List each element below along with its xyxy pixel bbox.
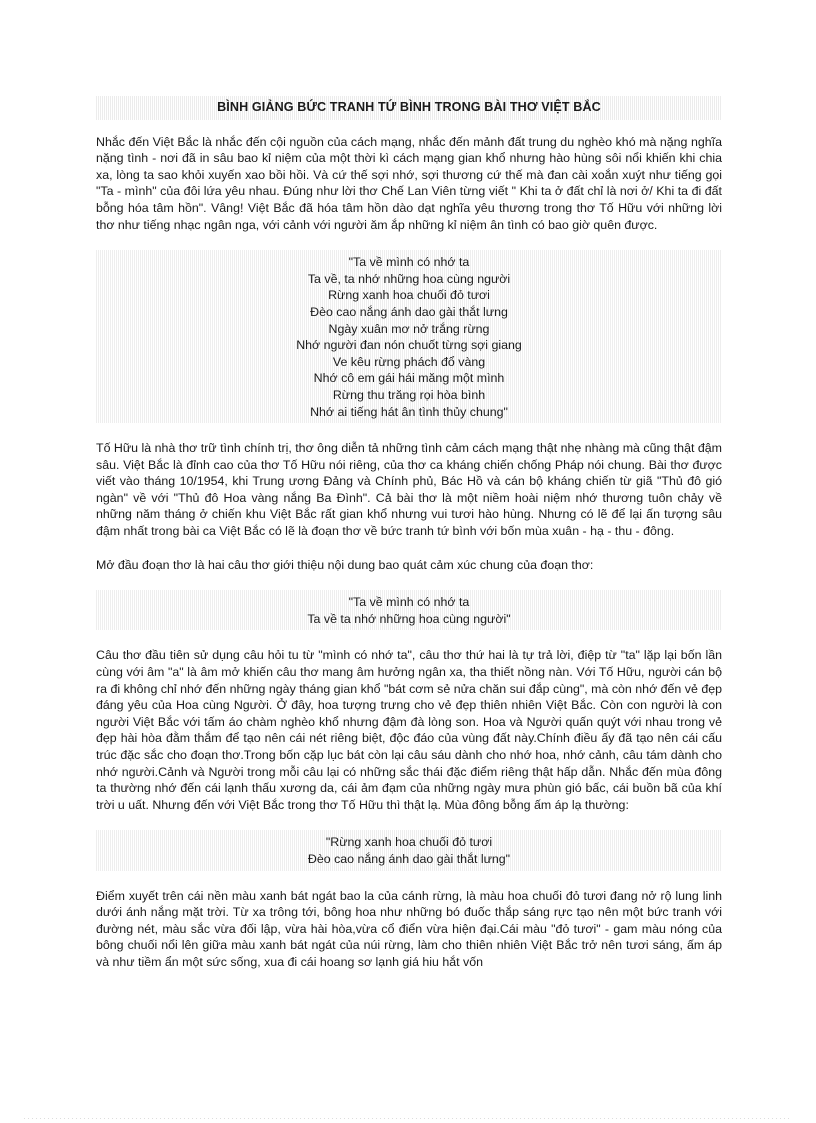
poem-line: "Ta về mình có nhớ ta xyxy=(348,255,470,270)
poem-line: "Ta về mình có nhớ ta xyxy=(348,595,470,610)
poem-line: Ve kêu rừng phách đổ vàng xyxy=(332,354,486,369)
poem-excerpt-opening xyxy=(96,590,722,630)
poem-line: Đèo cao nắng ánh dao gài thắt lưng" xyxy=(307,851,511,866)
paragraph-opening-lines: Mở đầu đoạn thơ là hai câu thơ giới thiệu nội dung bao quát cảm xúc chung của đoạn thơ: xyxy=(96,557,594,572)
poem-line: Rừng thu trăng rọi hòa bình xyxy=(332,387,486,402)
poem-excerpt-winter xyxy=(96,830,722,870)
poem-line: Đèo cao nắng ánh dao gài thắt lưng xyxy=(310,304,508,319)
page-bottom-rule xyxy=(24,1118,792,1119)
paragraph-author-context: Tố Hữu là nhà thơ trữ tình chính trị, thơ ông diễn tả những tình cảm cách mạng thật nhẹ nhàng mà cũng thật đậm sâu. Việt Bắc là đỉnh cao của thơ Tố Hữu nói riêng, của thơ ca kháng chiến chống Pháp nói chung. Bài thơ được viết vào tháng 10/1954, khi Trung ương Đảng và Chính phủ, Bác Hồ và cán bộ kháng chiến từ giã "Thủ đô gió ngàn" về với "Thủ đô Hoa vàng nắng Ba Đình". Cả bài thơ là một niềm hoài niệm nhớ thương tuôn chảy về những năm tháng ở chiến khu Việt Bắc rất gian khổ nhưng vui tươi hào hùng. Nhưng có lẽ để lại ấn tượng sâu đậm nhất trong bài ca Việt Bắc có lẽ là đoạn thơ về bức tranh tứ bình với bốn mùa xuân - hạ - thu - đông. xyxy=(96,441,722,539)
poem-line: "Rừng xanh hoa chuối đỏ tươi xyxy=(325,835,493,850)
poem-line: Nhớ người đan nón chuốt từng sợi giang xyxy=(296,338,522,353)
paragraph-winter-analysis: Điểm xuyết trên cái nền màu xanh bát ngát bao la của cánh rừng, là màu hoa chuối đỏ tươi đang nở rộ lung linh dưới ánh nắng mặt trời. Từ xa trông tới, bông hoa như những bó đuốc thắp sáng rực tạo nên một bức tranh với đường nét, màu sắc vừa đối lập, vừa hài hòa,vừa cổ điển vừa hiện đại.Cái màu "đỏ tươi" - gam màu nóng của bông chuối nổi lên giữa màu xanh bát ngát của núi rừng, làm cho thiên nhiên Việt Bắc trở nên tươi sáng, ấm áp và như tiềm ẩn một sức sống, xua đi cái hoang sơ lạnh giá hiu hắt vốn xyxy=(96,888,722,969)
poem-line: Nhớ ai tiếng hát ân tình thủy chung" xyxy=(310,404,508,419)
poem-line: Ta về, ta nhớ những hoa cùng người xyxy=(307,271,511,286)
poem-line: Ngày xuân mơ nở trắng rừng xyxy=(328,321,490,336)
paragraph-analysis: Câu thơ đầu tiên sử dụng câu hỏi tu từ "mình có nhớ ta", câu thơ thứ hai là tự trả lời, điệp từ "ta" lặp lại bốn lần cùng với âm "a" là âm mở khiến câu thơ mang âm hưởng ngân xa, tha thiết nồng nàn. Với Tố Hữu, người cán bộ ra đi không chỉ nhớ đến những ngày tháng gian khổ "bát cơm sẻ nửa chăn sui đắp cùng", mà còn nhớ đến vẻ đẹp đáng yêu của Hoa cùng Người. Ở đây, hoa tượng trưng cho vẻ đẹp thiên nhiên Việt Bắc. Còn con người là con người Việt Bắc với tấm áo chàm nghèo khổ nhưng đậm đà lòng son. Hoa và Người quấn quýt với nhau trong vẻ đẹp hài hòa đằm thắm để tạo nên cái nét riêng biệt, độc đáo của vùng đất này.Chính điều ấy đã tạo nên cái cấu trúc đặc sắc cho đoạn thơ.Trong bốn cặp lục bát còn lại câu sáu dành cho nhớ hoa, nhớ cảnh, câu tám dành cho nhớ người.Cảnh và Người trong mỗi câu lại có những sắc thái đặc điểm riêng thật hấp dẫn. Nhắc đến mùa đông ta thường nhớ đến cái lạnh thấu xương da, cái ảm đạm của những ngày mưa phùn gió bấc, cái buồn bã của khí trời u uất. Nhưng đến với Việt Bắc trong thơ Tố Hữu thì thật lạ. Mùa đông bỗng ấm áp lạ thường: xyxy=(96,648,722,812)
paragraph-intro: Nhắc đến Việt Bắc là nhắc đến cội nguồn của cách mạng, nhắc đến mảnh đất trung du nghèo khó mà nặng nghĩa nặng tình - nơi đã in sâu bao kỉ niệm của một thời kì cách mạng gian khổ nhưng hào hùng sôi nổi khiến khi chia xa, lòng ta sao khỏi xuyến xao bồi hồi. Và cứ thế sợi nhớ, sợi thương cứ thế mà đan cài xoắn xuýt như tiếng gọi "Ta - mình" của đôi lứa yêu nhau. Đúng như lời thơ Chế Lan Viên từng viết " Khi ta ở đất chỉ là nơi ở/ Khi ta đi đất bỗng hóa tâm hồn". Vâng! Việt Bắc đã hóa tâm hồn dào dạt nghĩa yêu thương trong thơ Tố Hữu với những lời thơ như tiếng nhạc ngân nga, với cảnh với người ăm ắp những kỉ niệm ân tình có bao giờ quên được. xyxy=(96,134,722,232)
poem-line: Rừng xanh hoa chuối đỏ tươi xyxy=(328,288,490,303)
poem-line: Ta về ta nhớ những hoa cùng người" xyxy=(307,611,511,626)
document-title: BÌNH GIẢNG BỨC TRANH TỨ BÌNH TRONG BÀI THƠ VIỆT BẮC xyxy=(96,96,722,120)
poem-line: Nhớ cô em gái hái măng một mình xyxy=(313,371,505,386)
poem-excerpt-full xyxy=(96,250,722,423)
document-page xyxy=(96,96,722,988)
